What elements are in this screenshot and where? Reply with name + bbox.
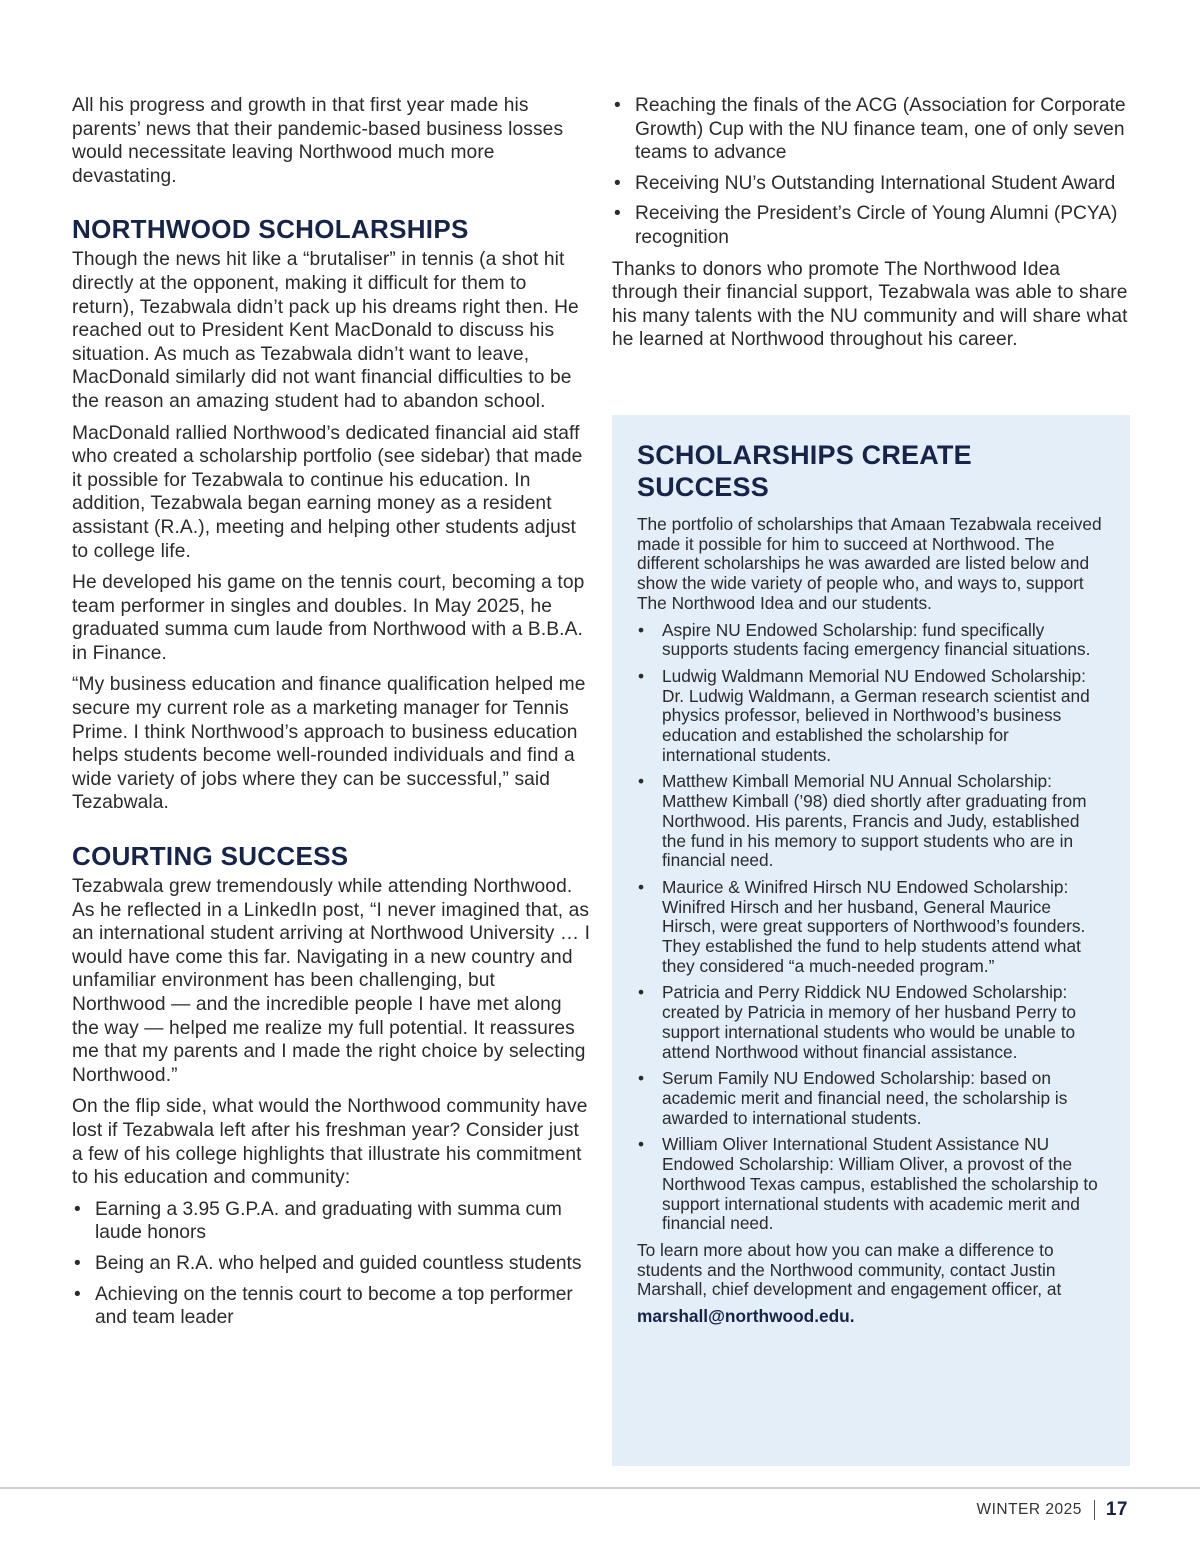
right-column (612, 94, 1130, 360)
scholarship-list (637, 621, 1104, 1234)
paragraph: He developed his game on the tennis court, becoming a top team performer in singles and doubles. In May 2025, he graduated summa cum laude from Northwood with a B.B.A. in Finance. (72, 572, 585, 664)
paragraph: On the flip side, what would the Northwood community have lost if Tezabwala left after his freshman year? Consider just a few of his college highlights that illustrate his commitment to his education and community: (72, 1096, 588, 1189)
paragraph: Tezabwala grew tremendously while attending Northwood. As he reflected in a LinkedIn post, “I never imagined that, as an international student arriving at Northwood University … I would have come this far. Navigating in a new country and unfamiliar environment has been challenging, but Northwood — and the incredible people I have met along the way — helped me realize my full potential. It reassures me that my parents and I made the right choice by selecting Northwood.” (72, 876, 591, 1086)
heading-northwood-scholarships: NORTHWOOD SCHOLARSHIPS (72, 214, 469, 245)
scholarship-item: • Serum Family NU Endowed Scholarship: based on academic merit and financial need, the scholarship is awarded to international students. (637, 1069, 1104, 1128)
list-item: • Receiving NU’s Outstanding International Student Award (612, 172, 1130, 196)
sidebar-intro: The portfolio of scholarships that Amaan Tezabwala received made it possible for him to succeed at Northwood. The different scholarships he was awarded are listed below and show the wide variety of people who, and ways to, support The Northwood Idea and our students. (637, 514, 1102, 613)
list-item: • Receiving the President’s Circle of Young Alumni (PCYA) recognition (612, 202, 1130, 249)
list-item: • Being an R.A. who helped and guided countless students (72, 1252, 592, 1276)
scholarships-sidebar (612, 415, 1130, 1466)
highlights-list (72, 1198, 592, 1330)
paragraph: Though the news hit like a “brutaliser” in tennis (a shot hit directly at the opponent, making it difficult for them to return), Tezabwala didn’t pack up his dreams right then. He reached out to President Kent MacDonald to discuss his situation. As much as Tezabwala didn’t want to leave, MacDonald similarly did not want financial difficulties to be the reason an amazing student had to abandon school. (72, 249, 579, 412)
list-item: • Earning a 3.95 G.P.A. and graduating with summa cum laude honors (72, 1198, 592, 1245)
highlights-list-continued (612, 94, 1130, 250)
left-column (72, 94, 592, 1338)
list-item: • Achieving on the tennis court to become a top performer and team leader (72, 1283, 592, 1330)
sidebar-title: SCHOLARSHIPS CREATE SUCCESS (637, 440, 972, 502)
scholarship-item: • Ludwig Waldmann Memorial NU Endowed Scholarship: Dr. Ludwig Waldmann, a German research scientist and physics professor, believed in Northwood’s business education and established the scholarship for international students. (637, 667, 1104, 766)
heading-courting-success: COURTING SUCCESS (72, 841, 349, 872)
scholarship-item: • William Oliver International Student Assistance NU Endowed Scholarship: William Oliver, a provost of the Northwood Texas campus, established the scholarship to support international students with academic merit and financial need. (637, 1135, 1104, 1234)
sidebar-outro: To learn more about how you can make a difference to students and the Northwood community, contact Justin Marshall, chief development and engagement officer, at (637, 1239, 1062, 1300)
page-footer (976, 1499, 1128, 1521)
footer-separator (1094, 1500, 1095, 1520)
scholarship-item: • Maurice & Winifred Hirsch NU Endowed Scholarship: Winifred Hirsch and her husband, General Maurice Hirsch, were great supporters of Northwood’s founders. They established the fund to help students attend what they considered “a much-needed program.” (637, 878, 1104, 977)
scholarship-item: • Aspire NU Endowed Scholarship: fund specifically supports students facing emergency financial situations. (637, 621, 1104, 660)
quote-paragraph: “My business education and finance qualification helped me secure my current role as a marketing manager for Tennis Prime. I think Northwood’s approach to business education helps students become well-rounded individuals and find a wide variety of jobs where they can be successful,” said Tezabwala. (72, 674, 586, 814)
footer-divider (0, 1487, 1200, 1489)
intro-paragraph: All his progress and growth in that first year made his parents’ news that their pandemic-based business losses would necessitate leaving Northwood much more devastating. (72, 95, 564, 187)
scholarship-item: • Patricia and Perry Riddick NU Endowed Scholarship: created by Patricia in memory of her husband Perry to support international students who would be unable to attend Northwood without financial assistance. (637, 983, 1104, 1062)
paragraph: Thanks to donors who promote The Northwood Idea through their financial support, Tezabwala was able to share his many talents with the NU community and will share what he learned at Northwood throughout his career. (612, 258, 1128, 351)
contact-email[interactable] (637, 1307, 1104, 1327)
scholarship-item: • Matthew Kimball Memorial NU Annual Scholarship: Matthew Kimball (’98) died shortly after graduating from Northwood. His parents, Francis and Judy, established the fund in his memory to support students who are in financial need. (637, 772, 1104, 871)
page-number: 17 (1105, 1499, 1128, 1520)
list-item: • Reaching the finals of the ACG (Association for Corporate Growth) Cup with the NU finance team, one of only seven teams to advance (612, 94, 1130, 165)
issue-label: WINTER 2025 (976, 1501, 1082, 1518)
paragraph: MacDonald rallied Northwood’s dedicated financial aid staff who created a scholarship portfolio (see sidebar) that made it possible for Tezabwala to continue his education. In addition, Tezabwala began earning money as a resident assistant (R.A.), meeting and helping other students adjust to college life. (72, 422, 583, 562)
email-link[interactable]: marshall@northwood.edu. (637, 1306, 855, 1327)
